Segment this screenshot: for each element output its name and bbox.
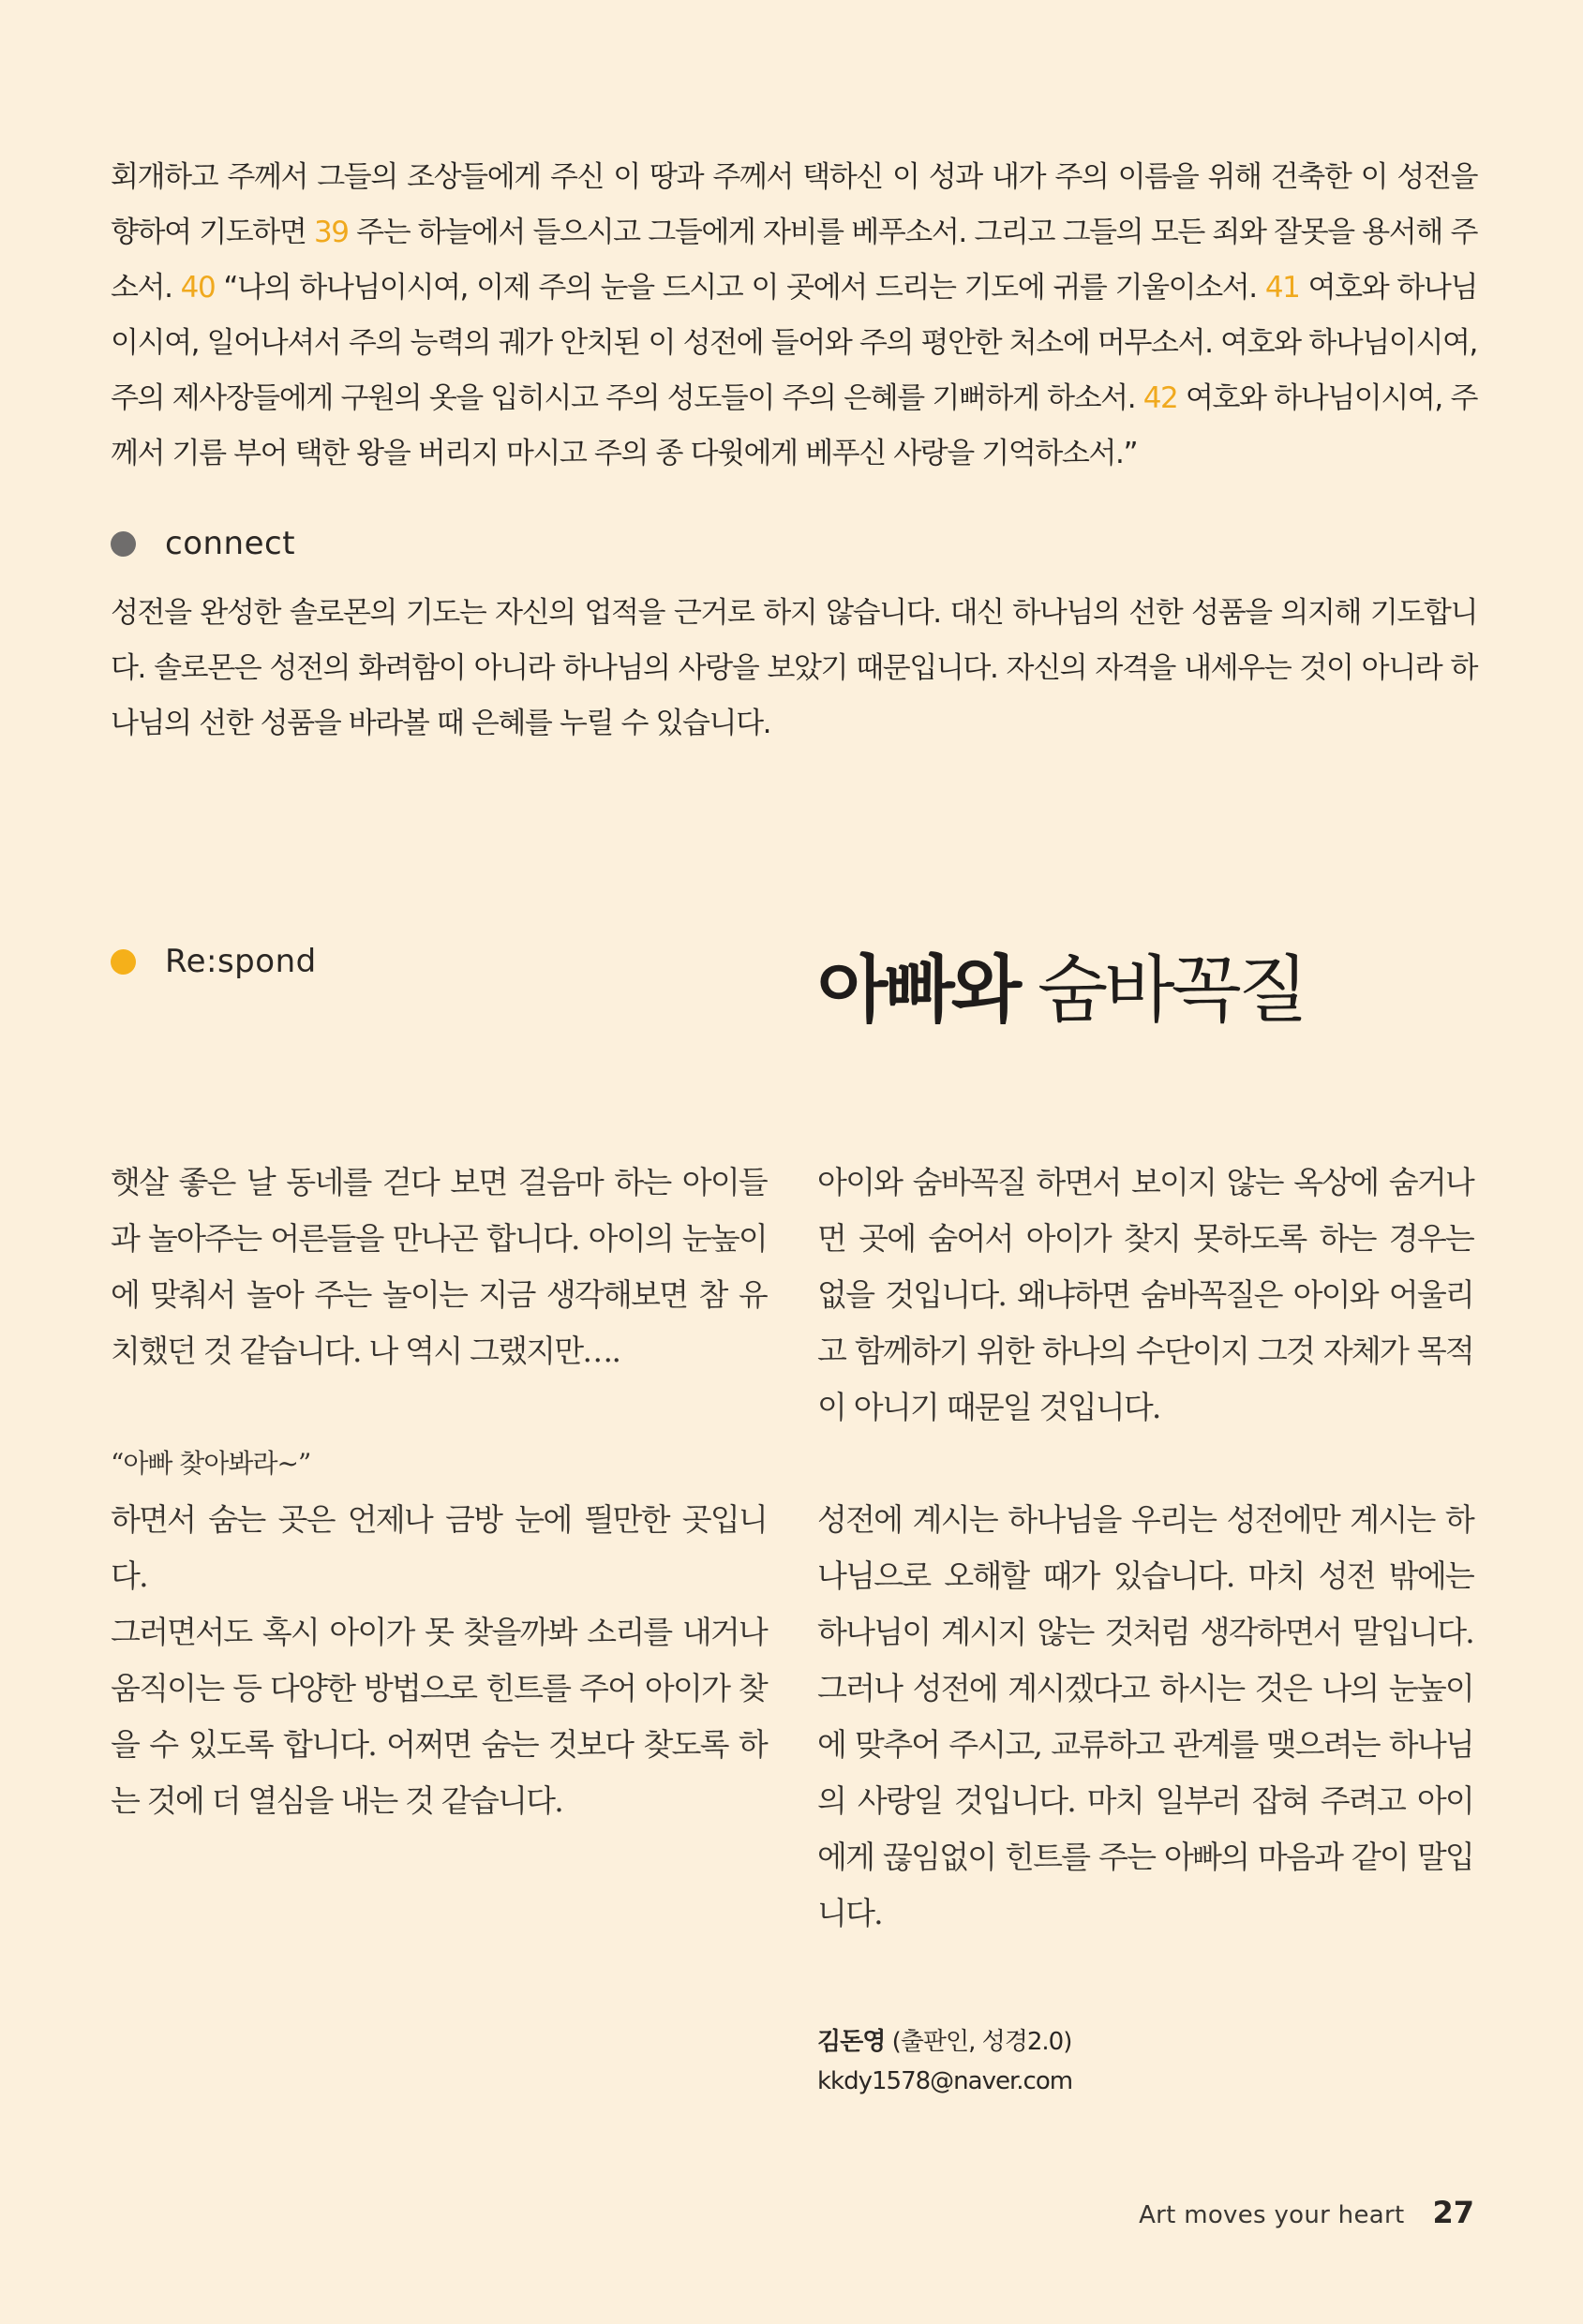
article-title-rest: 숨바꼭질: [1018, 948, 1306, 1033]
scripture-text: 여호와 하나님이시여, 주께서 기름 부어 택한 왕을 버리지 마시고 주의 종 다윗에게 베푸신 사랑을 기억하소서.”: [111, 381, 1477, 470]
page-number: 27: [1432, 2195, 1474, 2230]
respond-heading-label: Re:spond: [165, 943, 317, 980]
author-credit: [817, 2022, 1072, 2101]
paragraph: 햇살 좋은 날 동네를 걷다 보면 걸음마 하는 아이들과 놀아주는 어른들을 만나곤 합니다. 아이의 눈높이에 맞춰서 놀아 주는 놀이는 지금 생각해보면 참 유치했던 것 같습니다. 나 역시 그랬지만….: [111, 1164, 767, 1369]
author-name: 김돈영: [817, 2028, 886, 2056]
right-column: [817, 1155, 1473, 1942]
verse-number: 41: [1264, 271, 1300, 305]
connect-heading-label: connect: [165, 525, 296, 562]
page-footer: [1139, 2195, 1474, 2230]
footer-tagline: Art moves your heart: [1139, 2201, 1405, 2229]
paragraph: 아이와 숨바꼭질 하면서 보이지 않는 옥상에 숨거나 먼 곳에 숨어서 아이가 찾지 못하도록 하는 경우는 없을 것입니다. 왜냐하면 숨바꼭질은 아이와 어울리고 함께하기 위한 하나의 수단이지 그것 자체가 목적이 아니기 때문일 것입니다.: [817, 1164, 1473, 1425]
verse-number: 39: [313, 216, 349, 249]
yellow-bullet-icon: [111, 949, 136, 975]
paragraph: 성전에 계시는 하나님을 우리는 성전에만 계시는 하나님으로 오해할 때가 있습니다. 마치 성전 밖에는 하나님이 계시지 않는 것처럼 생각하면서 말입니다. 그러나 성전에 계시겠다고 하시는 것은 나의 눈높이에 맞추어 주시고, 교류하고 관계를 맺으려는 하나님의 사랑일 것입니다. 마치 일부러 잡혀 주려고 아이에게 끊임없이 힌트를 주는 아빠의 마음과 같이 말입니다.: [817, 1501, 1473, 1931]
author-email: kkdy1578@naver.com: [817, 2067, 1073, 2095]
respond-heading: [111, 943, 317, 980]
paragraph: 그러면서도 혹시 아이가 못 찾을까봐 소리를 내거나 움직이는 등 다양한 방법으로 힌트를 주어 아이가 찾을 수 있도록 합니다. 어쩌면 숨는 것보다 찾도록 하는 것에 더 열심을 내는 것 같습니다.: [111, 1614, 767, 1819]
connect-body: 성전을 완성한 솔로몬의 기도는 자신의 업적을 근거로 하지 않습니다. 대신 하나님의 선한 성품을 의지해 기도합니다. 솔로몬은 성전의 화려함이 아니라 하나님의 사랑을 보았기 때문입니다. 자신의 자격을 내세우는 것이 아니라 하나님의 선한 성품을 바라볼 때 은혜를 누릴 수 있습니다.: [111, 596, 1478, 740]
quote-line: “아빠 찾아봐라~”: [111, 1448, 311, 1479]
article-title-bold: 아빠와: [817, 947, 1019, 1033]
article-title: [817, 931, 1305, 1036]
paragraph: 하면서 숨는 곳은 언제나 금방 눈에 띌만한 곳입니다.: [111, 1501, 767, 1594]
author-role: (출판인, 성경2.0): [885, 2028, 1072, 2056]
left-column: [111, 1155, 767, 1829]
connect-heading: [111, 525, 295, 562]
verse-number: 42: [1142, 381, 1178, 415]
scripture-text: 여호와 하나님이시여, 일어나셔서 주의 능력의 궤가 안치된 이 성전에 들어와 주의 평안한 처소에 머무소서. 여호와 하나님이시여, 주의 제사장들에게 구원의 옷을 입히시고 주의 성도들이 주의 은혜를 기뻐하게 하소서.: [111, 271, 1478, 415]
scripture-text: 회개하고 주께서 그들의 조상들에게 주신 이 땅과 주께서 택하신 이 성과 내가 주의 이름을 위해 건축한 이 성전을 향하여 기도하면: [111, 160, 1477, 249]
gray-bullet-icon: [111, 531, 136, 557]
scripture-text: 주는 하늘에서 들으시고 그들에게 자비를 베푸소서. 그리고 그들의 모든 죄와 잘못을 용서해 주소서.: [111, 216, 1477, 305]
verse-number: 40: [180, 271, 216, 305]
scripture-text: “나의 하나님이시여, 이제 주의 눈을 드시고 이 곳에서 드리는 기도에 귀를 기울이소서.: [215, 271, 1265, 305]
scripture-passage: [111, 150, 1477, 482]
